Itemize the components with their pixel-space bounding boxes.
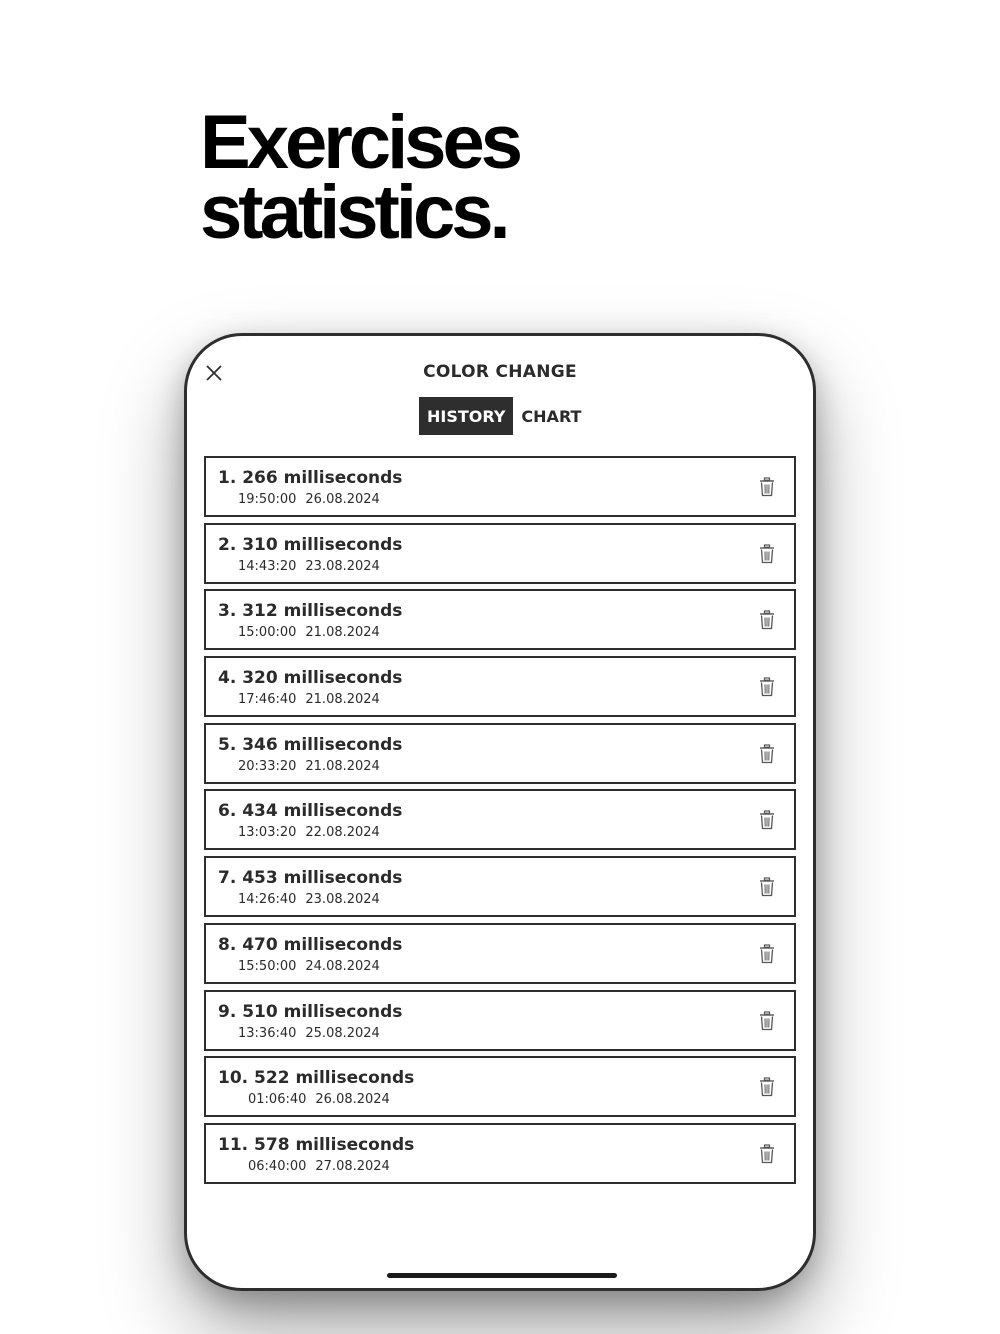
- history-row[interactable]: [204, 456, 796, 517]
- row-date: 26.08.2024: [305, 492, 380, 507]
- row-date: 23.08.2024: [305, 558, 380, 574]
- delete-button[interactable]: [758, 1077, 776, 1097]
- history-row[interactable]: [204, 923, 796, 984]
- row-timestamp: [238, 559, 380, 574]
- history-row[interactable]: [204, 1056, 796, 1117]
- row-result: 11. 578 milliseconds: [218, 1134, 415, 1155]
- row-timestamp: [248, 1159, 390, 1174]
- delete-button[interactable]: [758, 677, 776, 697]
- row-date: 23.08.2024: [305, 892, 380, 908]
- trash-icon: [758, 1149, 776, 1168]
- row-date: 27.08.2024: [315, 1158, 390, 1174]
- screen-title: COLOR CHANGE: [423, 362, 577, 382]
- delete-button[interactable]: [758, 477, 776, 497]
- trash-icon: [758, 749, 776, 768]
- delete-button[interactable]: [758, 544, 776, 564]
- row-result: 1. 266 milliseconds: [218, 468, 403, 488]
- row-result: 7. 453 milliseconds: [218, 868, 403, 889]
- row-time: 17:46:40: [238, 692, 297, 708]
- view-tabs: [419, 397, 589, 435]
- trash-icon: [758, 482, 776, 501]
- trash-icon: [758, 615, 776, 634]
- history-row[interactable]: [204, 523, 796, 584]
- delete-button[interactable]: [758, 1144, 776, 1164]
- headline-line-2: statistics.: [200, 170, 507, 255]
- row-timestamp: [238, 1026, 380, 1041]
- row-result: 6. 434 milliseconds: [218, 801, 403, 822]
- row-time: 01:06:40: [248, 1092, 307, 1108]
- trash-icon: [758, 882, 776, 901]
- delete-button[interactable]: [758, 877, 776, 897]
- row-time: 19:50:00: [238, 492, 297, 507]
- row-result: 5. 346 milliseconds: [218, 734, 403, 755]
- row-date: 25.08.2024: [305, 1025, 380, 1041]
- row-timestamp: [238, 759, 380, 774]
- history-row[interactable]: [204, 789, 796, 850]
- row-result: 2. 310 milliseconds: [218, 534, 403, 555]
- promo-headline: [200, 100, 519, 255]
- home-indicator[interactable]: [387, 1273, 617, 1278]
- trash-icon: [758, 949, 776, 968]
- delete-button[interactable]: [758, 944, 776, 964]
- history-row[interactable]: [204, 723, 796, 784]
- tab-history[interactable]: HISTORY: [419, 397, 513, 435]
- row-timestamp: [238, 959, 380, 974]
- row-date: 26.08.2024: [315, 1092, 390, 1108]
- headline-line-1: Exercises: [200, 100, 519, 185]
- history-row[interactable]: [204, 856, 796, 917]
- tab-chart[interactable]: CHART: [521, 406, 582, 426]
- history-list: [204, 456, 796, 1190]
- history-row[interactable]: [204, 1123, 796, 1184]
- row-result: 9. 510 milliseconds: [218, 1001, 403, 1022]
- history-row[interactable]: [204, 589, 796, 650]
- row-time: 14:43:20: [238, 558, 297, 574]
- trash-icon: [758, 549, 776, 568]
- row-result: 3. 312 milliseconds: [218, 601, 403, 622]
- delete-button[interactable]: [758, 810, 776, 830]
- row-time: 20:33:20: [238, 758, 297, 774]
- row-time: 13:36:40: [238, 1025, 297, 1041]
- row-date: 21.08.2024: [305, 758, 380, 774]
- trash-icon: [758, 682, 776, 701]
- row-date: 21.08.2024: [305, 625, 380, 641]
- delete-button[interactable]: [758, 1011, 776, 1031]
- row-time: 15:50:00: [238, 958, 297, 974]
- row-time: 14:26:40: [238, 892, 297, 908]
- row-timestamp: [238, 692, 380, 707]
- row-result: 10. 522 milliseconds: [218, 1068, 415, 1089]
- row-time: 15:00:00: [238, 625, 297, 641]
- row-timestamp: [238, 492, 380, 507]
- trash-icon: [758, 1016, 776, 1035]
- row-time: 13:03:20: [238, 825, 297, 841]
- row-date: 21.08.2024: [305, 692, 380, 708]
- row-result: 8. 470 milliseconds: [218, 934, 403, 955]
- delete-button[interactable]: [758, 744, 776, 764]
- row-timestamp: [248, 1092, 390, 1107]
- history-row[interactable]: [204, 990, 796, 1051]
- row-date: 22.08.2024: [305, 825, 380, 841]
- trash-icon: [758, 815, 776, 834]
- row-timestamp: [238, 892, 380, 907]
- row-timestamp: [238, 625, 380, 640]
- history-row[interactable]: [204, 656, 796, 717]
- row-time: 06:40:00: [248, 1158, 307, 1174]
- row-timestamp: [238, 825, 380, 840]
- row-date: 24.08.2024: [305, 958, 380, 974]
- row-result: 4. 320 milliseconds: [218, 668, 403, 689]
- delete-button[interactable]: [758, 610, 776, 630]
- tablet-frame: [184, 333, 816, 1291]
- trash-icon: [758, 1082, 776, 1101]
